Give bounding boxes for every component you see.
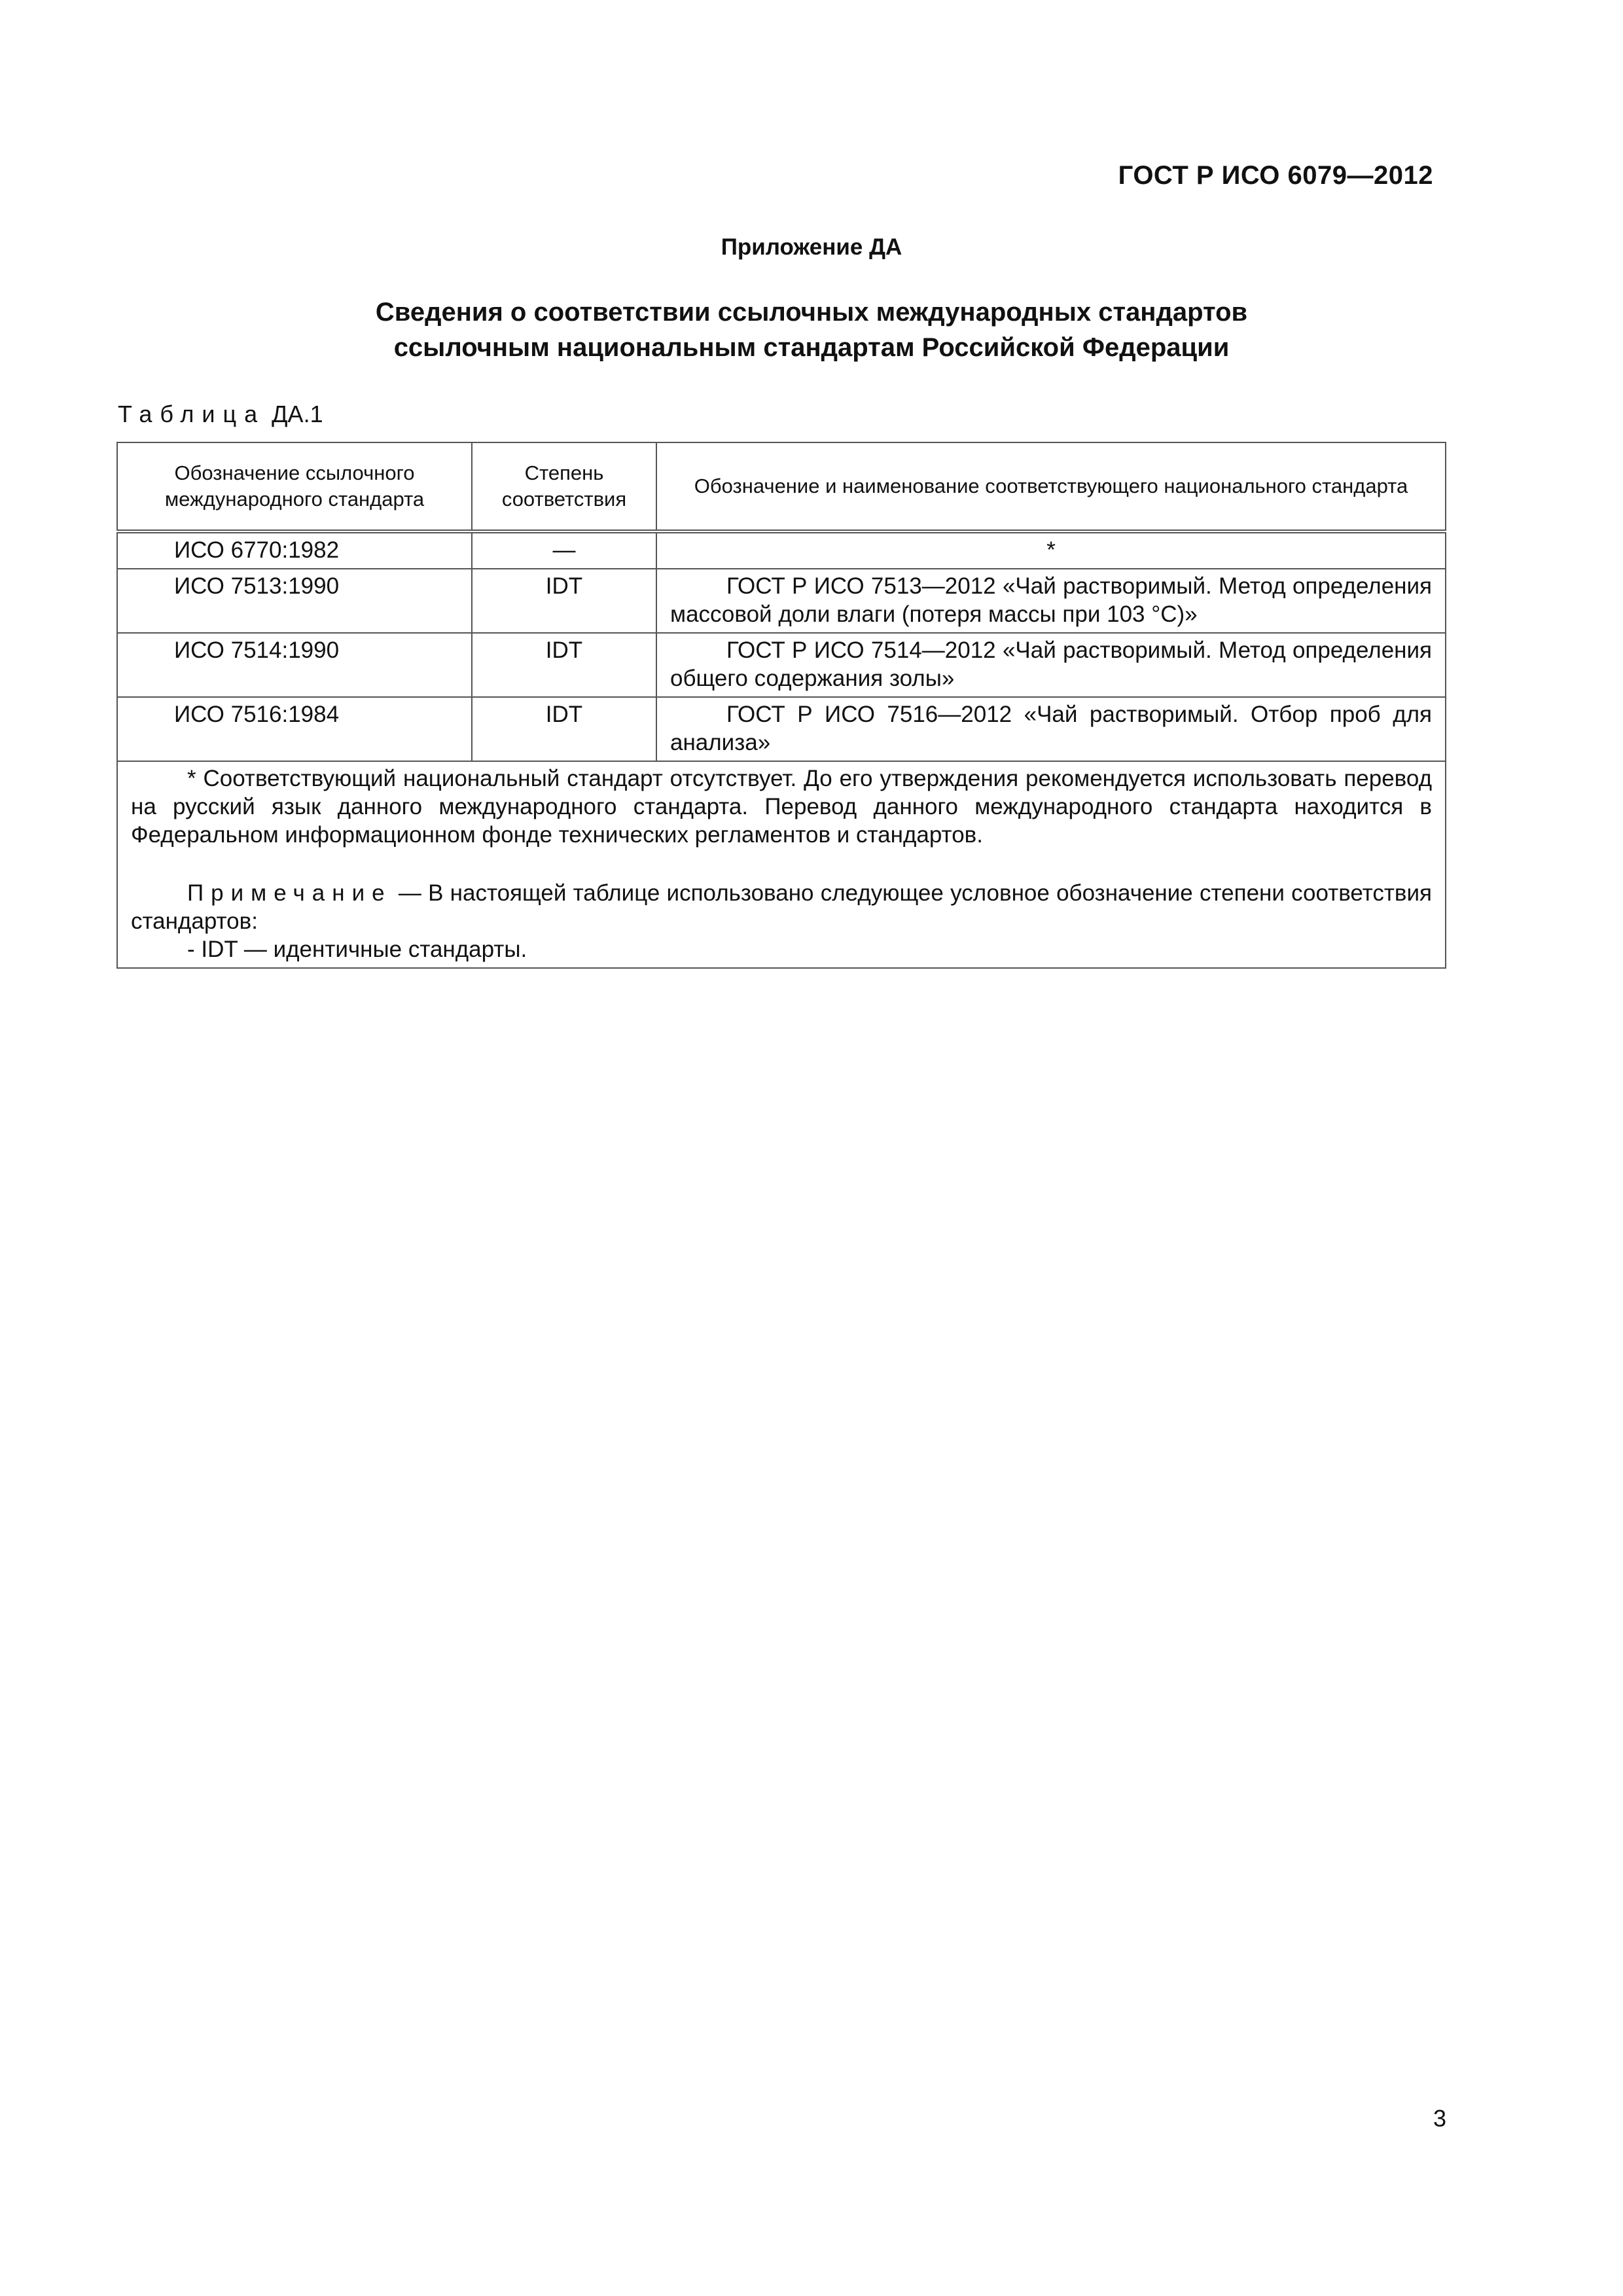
national-cell: * xyxy=(656,531,1446,569)
table-row xyxy=(117,531,1446,569)
ref-cell: ИСО 7516:1984 xyxy=(117,697,472,761)
note xyxy=(131,879,1432,935)
ref-cell: ИСО 7513:1990 xyxy=(117,569,472,633)
appendix-title-line-2: ссылочным национальным стандартам Российской Федерации xyxy=(393,333,1230,362)
table-footnote-row xyxy=(117,761,1446,968)
national-cell: ГОСТ Р ИСО 7516—2012 «Чай растворимый. Отбор проб для анализа» xyxy=(656,697,1446,761)
table-caption xyxy=(118,401,323,428)
appendix-title xyxy=(0,295,1623,365)
footnote-text: * Соответствующий национальный стандарт отсутствует. До его утверждения рекомендуется использовать перевод на русский язык данного международного стандарта. Перевод данного международного стандарта находится в Федеральном информационном фонде технических регламентов и стандартов. xyxy=(131,766,1432,848)
table-caption-number: ДА.1 xyxy=(272,401,323,427)
appendix-label: Приложение ДА xyxy=(721,234,902,260)
column-header-degree: Степень соответствия xyxy=(472,442,656,531)
note-list-item: - IDT — идентичные стандарты. xyxy=(187,937,527,962)
table-caption-word: Таблица xyxy=(118,401,266,427)
degree-cell: IDT xyxy=(472,633,656,697)
correspondence-table xyxy=(116,442,1446,969)
degree-cell: IDT xyxy=(472,697,656,761)
appendix-title-line-1: Сведения о соответствии ссылочных международных стандартов xyxy=(375,298,1248,327)
national-cell: ГОСТ Р ИСО 7513—2012 «Чай растворимый. Метод определения массовой доли влаги (потеря массы при 103 °С)» xyxy=(656,569,1446,633)
degree-cell: — xyxy=(472,531,656,569)
page-number: 3 xyxy=(1433,2105,1446,2132)
column-header-ref: Обозначение ссылочного международного стандарта xyxy=(117,442,472,531)
note-body: — В настоящей таблице использовано следующее условное обозначение степени соответствия стандартов: xyxy=(131,880,1432,934)
standard-code: ГОСТ Р ИСО 6079—2012 xyxy=(1118,161,1433,190)
national-cell: ГОСТ Р ИСО 7514—2012 «Чай растворимый. Метод определения общего содержания золы» xyxy=(656,633,1446,697)
table-row xyxy=(117,697,1446,761)
column-header-national: Обозначение и наименование соответствующего национального стандарта xyxy=(656,442,1446,531)
ref-cell: ИСО 6770:1982 xyxy=(117,531,472,569)
table-row xyxy=(117,633,1446,697)
degree-cell: IDT xyxy=(472,569,656,633)
table-row xyxy=(117,569,1446,633)
ref-cell: ИСО 7514:1990 xyxy=(117,633,472,697)
footnote-cell xyxy=(117,761,1446,968)
table-header-row xyxy=(117,442,1446,531)
note-label: Примечание xyxy=(187,880,392,906)
